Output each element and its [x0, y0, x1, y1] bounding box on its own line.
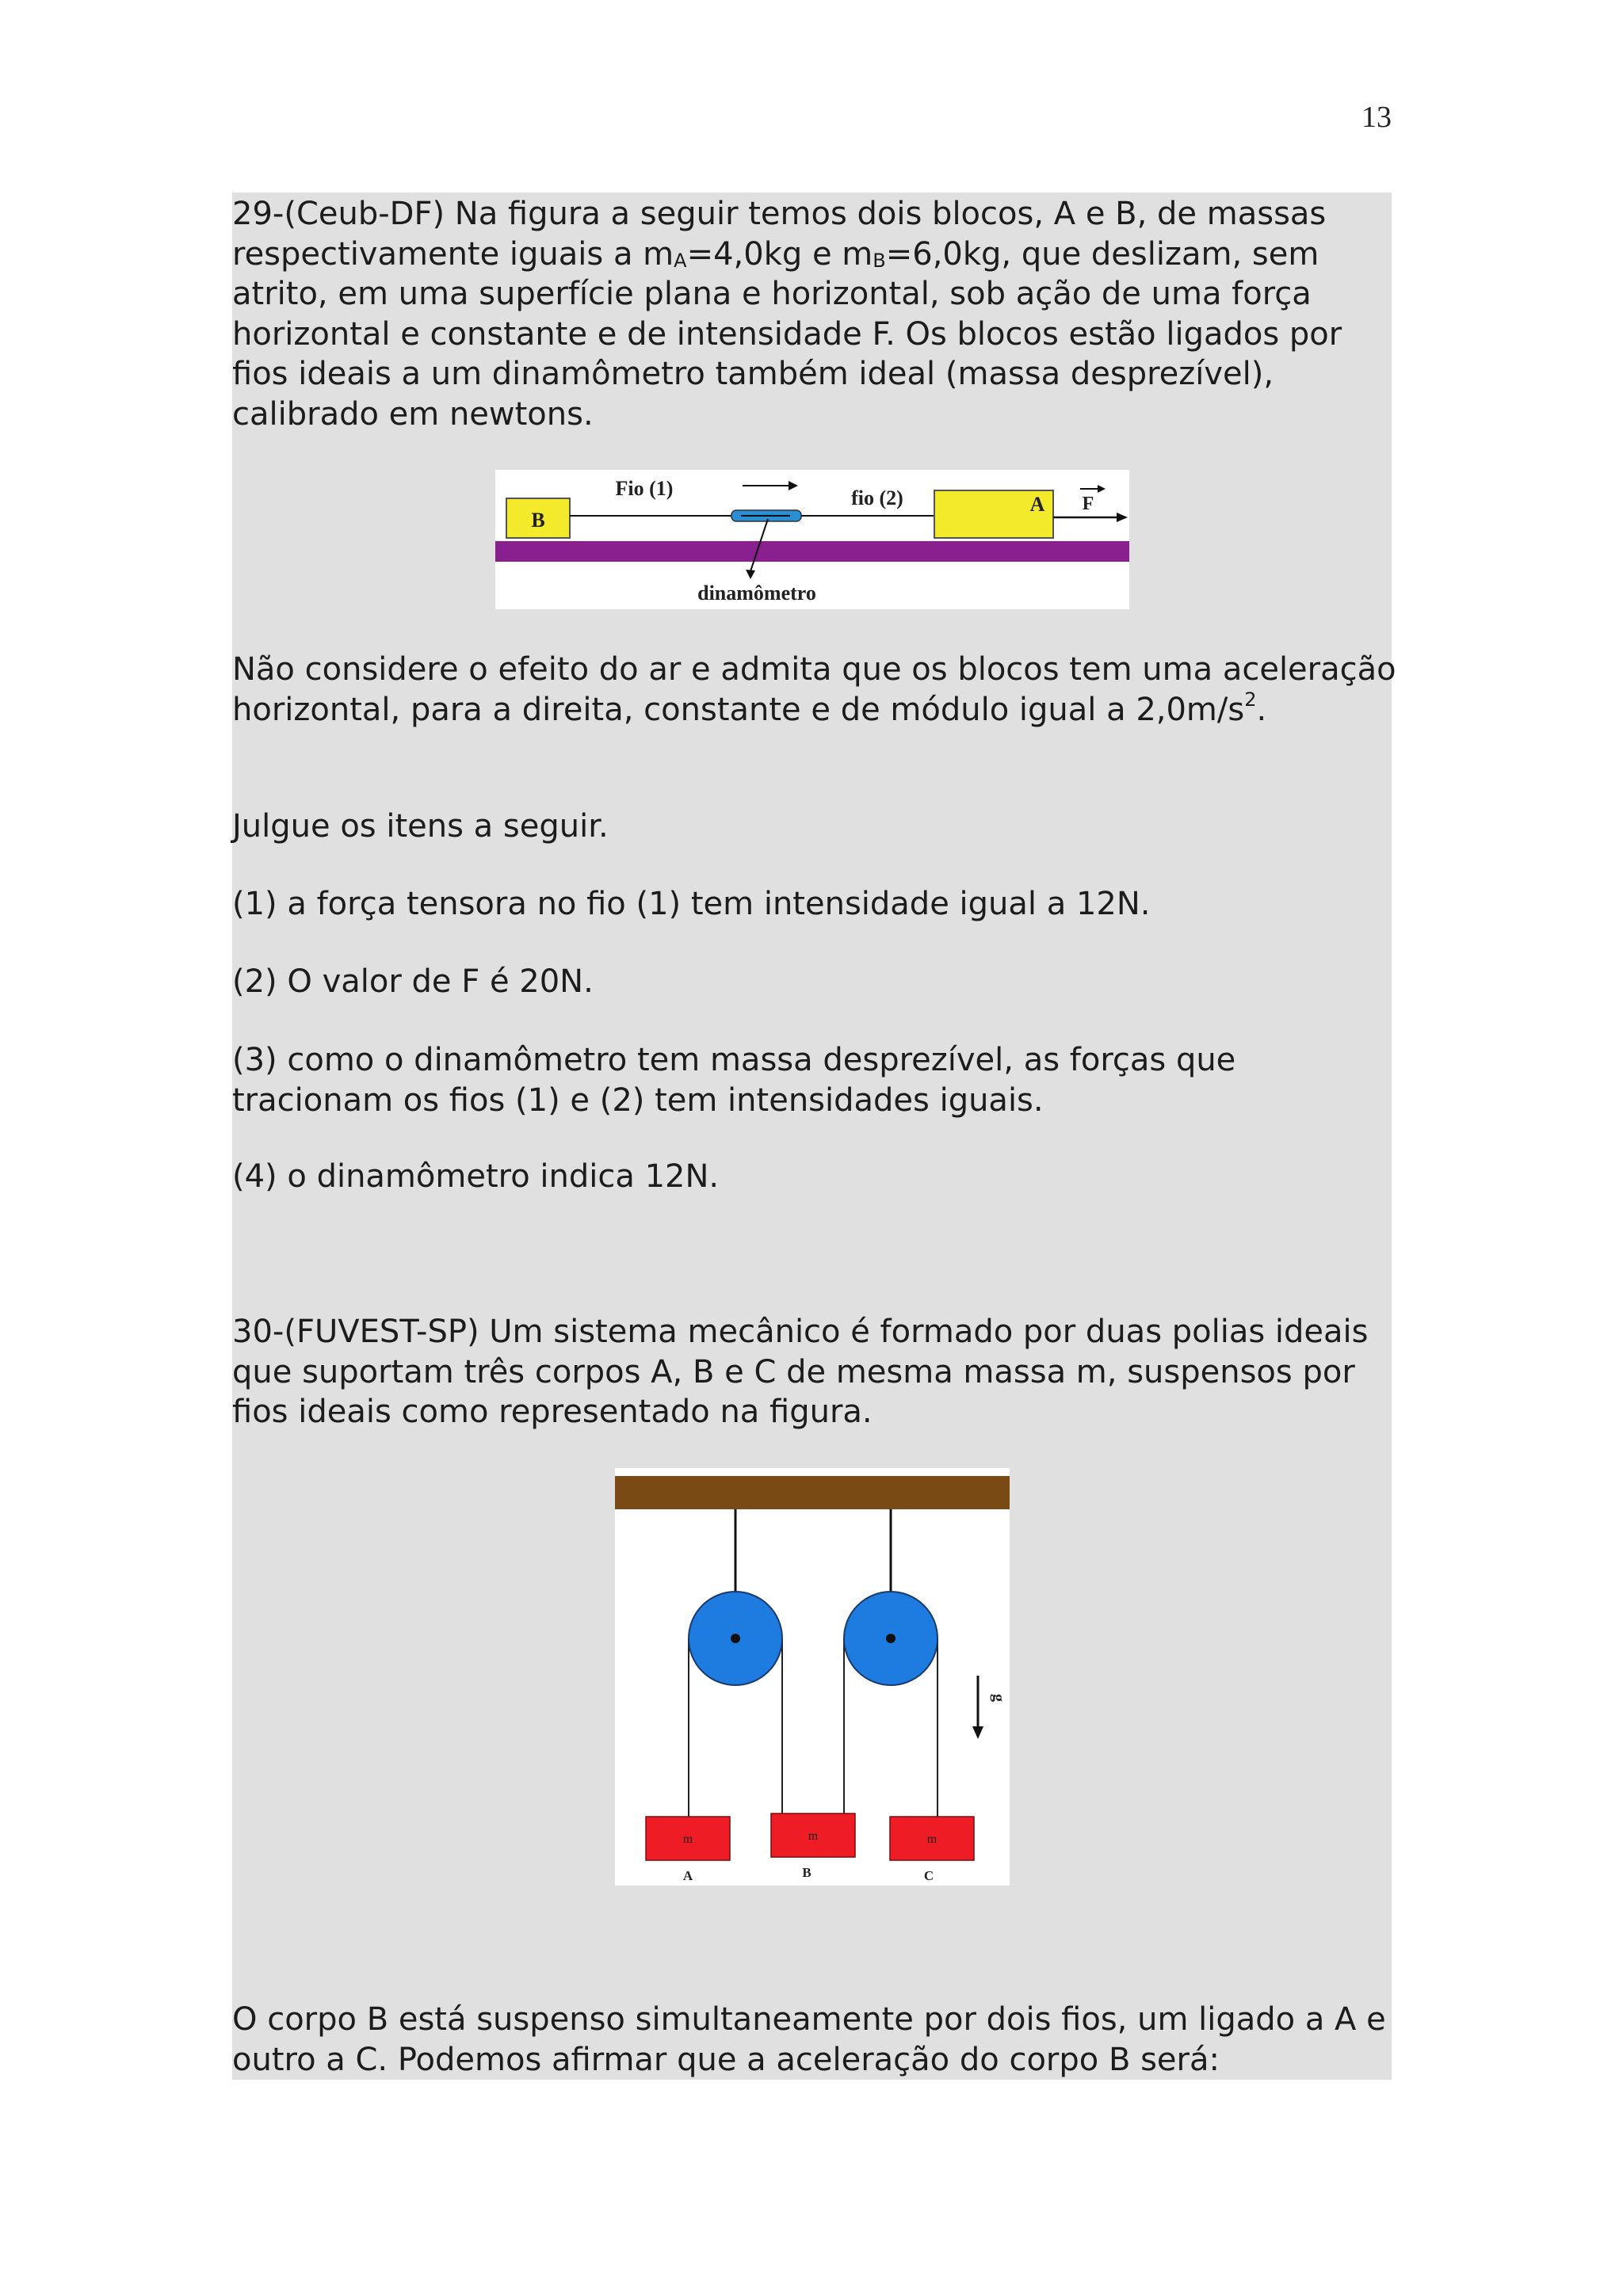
block-b-mass: m [808, 1829, 819, 1843]
gravity-label: g [990, 1694, 1007, 1702]
block-a-label: A [1029, 493, 1045, 516]
q29-item-1: (1) a força tensora no fio (1) tem intensidade igual a 12N. [232, 886, 1151, 922]
block-a-label: A [682, 1868, 693, 1883]
block-b-label: B [531, 509, 545, 532]
block-c-label: C [923, 1868, 934, 1883]
q29-item-3: (3) como o dinamômetro tem massa desprezível, as forças que tracionam os fios (1) e (2) tem intensidades iguais. [232, 1042, 1236, 1119]
page-number: 13 [1361, 101, 1392, 134]
block-b-label: B [802, 1865, 812, 1880]
ceiling [615, 1476, 1010, 1509]
block-c-mass: m [926, 1833, 938, 1846]
wire-1-label: Fio (1) [615, 477, 674, 500]
wire-2-label: fio (2) [851, 486, 903, 509]
q29-figure [495, 470, 1129, 609]
force-label: F [1082, 494, 1094, 514]
q29-prompt: Julgue os itens a seguir. [232, 808, 609, 845]
q29-intro: 29-(Ceub-DF) Na figura a seguir temos dois blocos, A e B, de massas respectivamente iguais a $m_A=4,0kg$ e $m_B=6,0kg$, que deslizam, sem atrito, em uma superfície plana e horizontal, sob ação de uma força horizontal e constante e de intensidade F. Os blocos estão ligados por fios ideais a um dinamômetro também ideal (massa desprezível), calibrado em newtons. [232, 196, 1342, 433]
floor [495, 541, 1129, 562]
block-a-mass: m [682, 1833, 693, 1846]
q30-intro: 30-(FUVEST-SP) Um sistema mecânico é formado por duas polias ideais que suportam três corpos A, B e C de mesma massa m, suspensos por fios ideais como representado na figura. [232, 1314, 1369, 1430]
q30-closing: O corpo B está suspenso simultaneamente por dois fios, um ligado a A e outro a C. Podemos afirmar que a aceleração do corpo B será: [232, 2001, 1386, 2078]
q29-item-2: (2) O valor de F é 20N. [232, 963, 594, 1000]
q30-figure [615, 1468, 1010, 1886]
q29-text2: Não considere o efeito do ar e admita que os blocos tem uma aceleração horizontal, para a direita, constante e de módulo igual a $2,0m/s^2$. [232, 651, 1396, 728]
q29-item-4: (4) o dinamômetro indica 12N. [232, 1158, 720, 1195]
dynamometer-label: dinamômetro [697, 582, 816, 605]
